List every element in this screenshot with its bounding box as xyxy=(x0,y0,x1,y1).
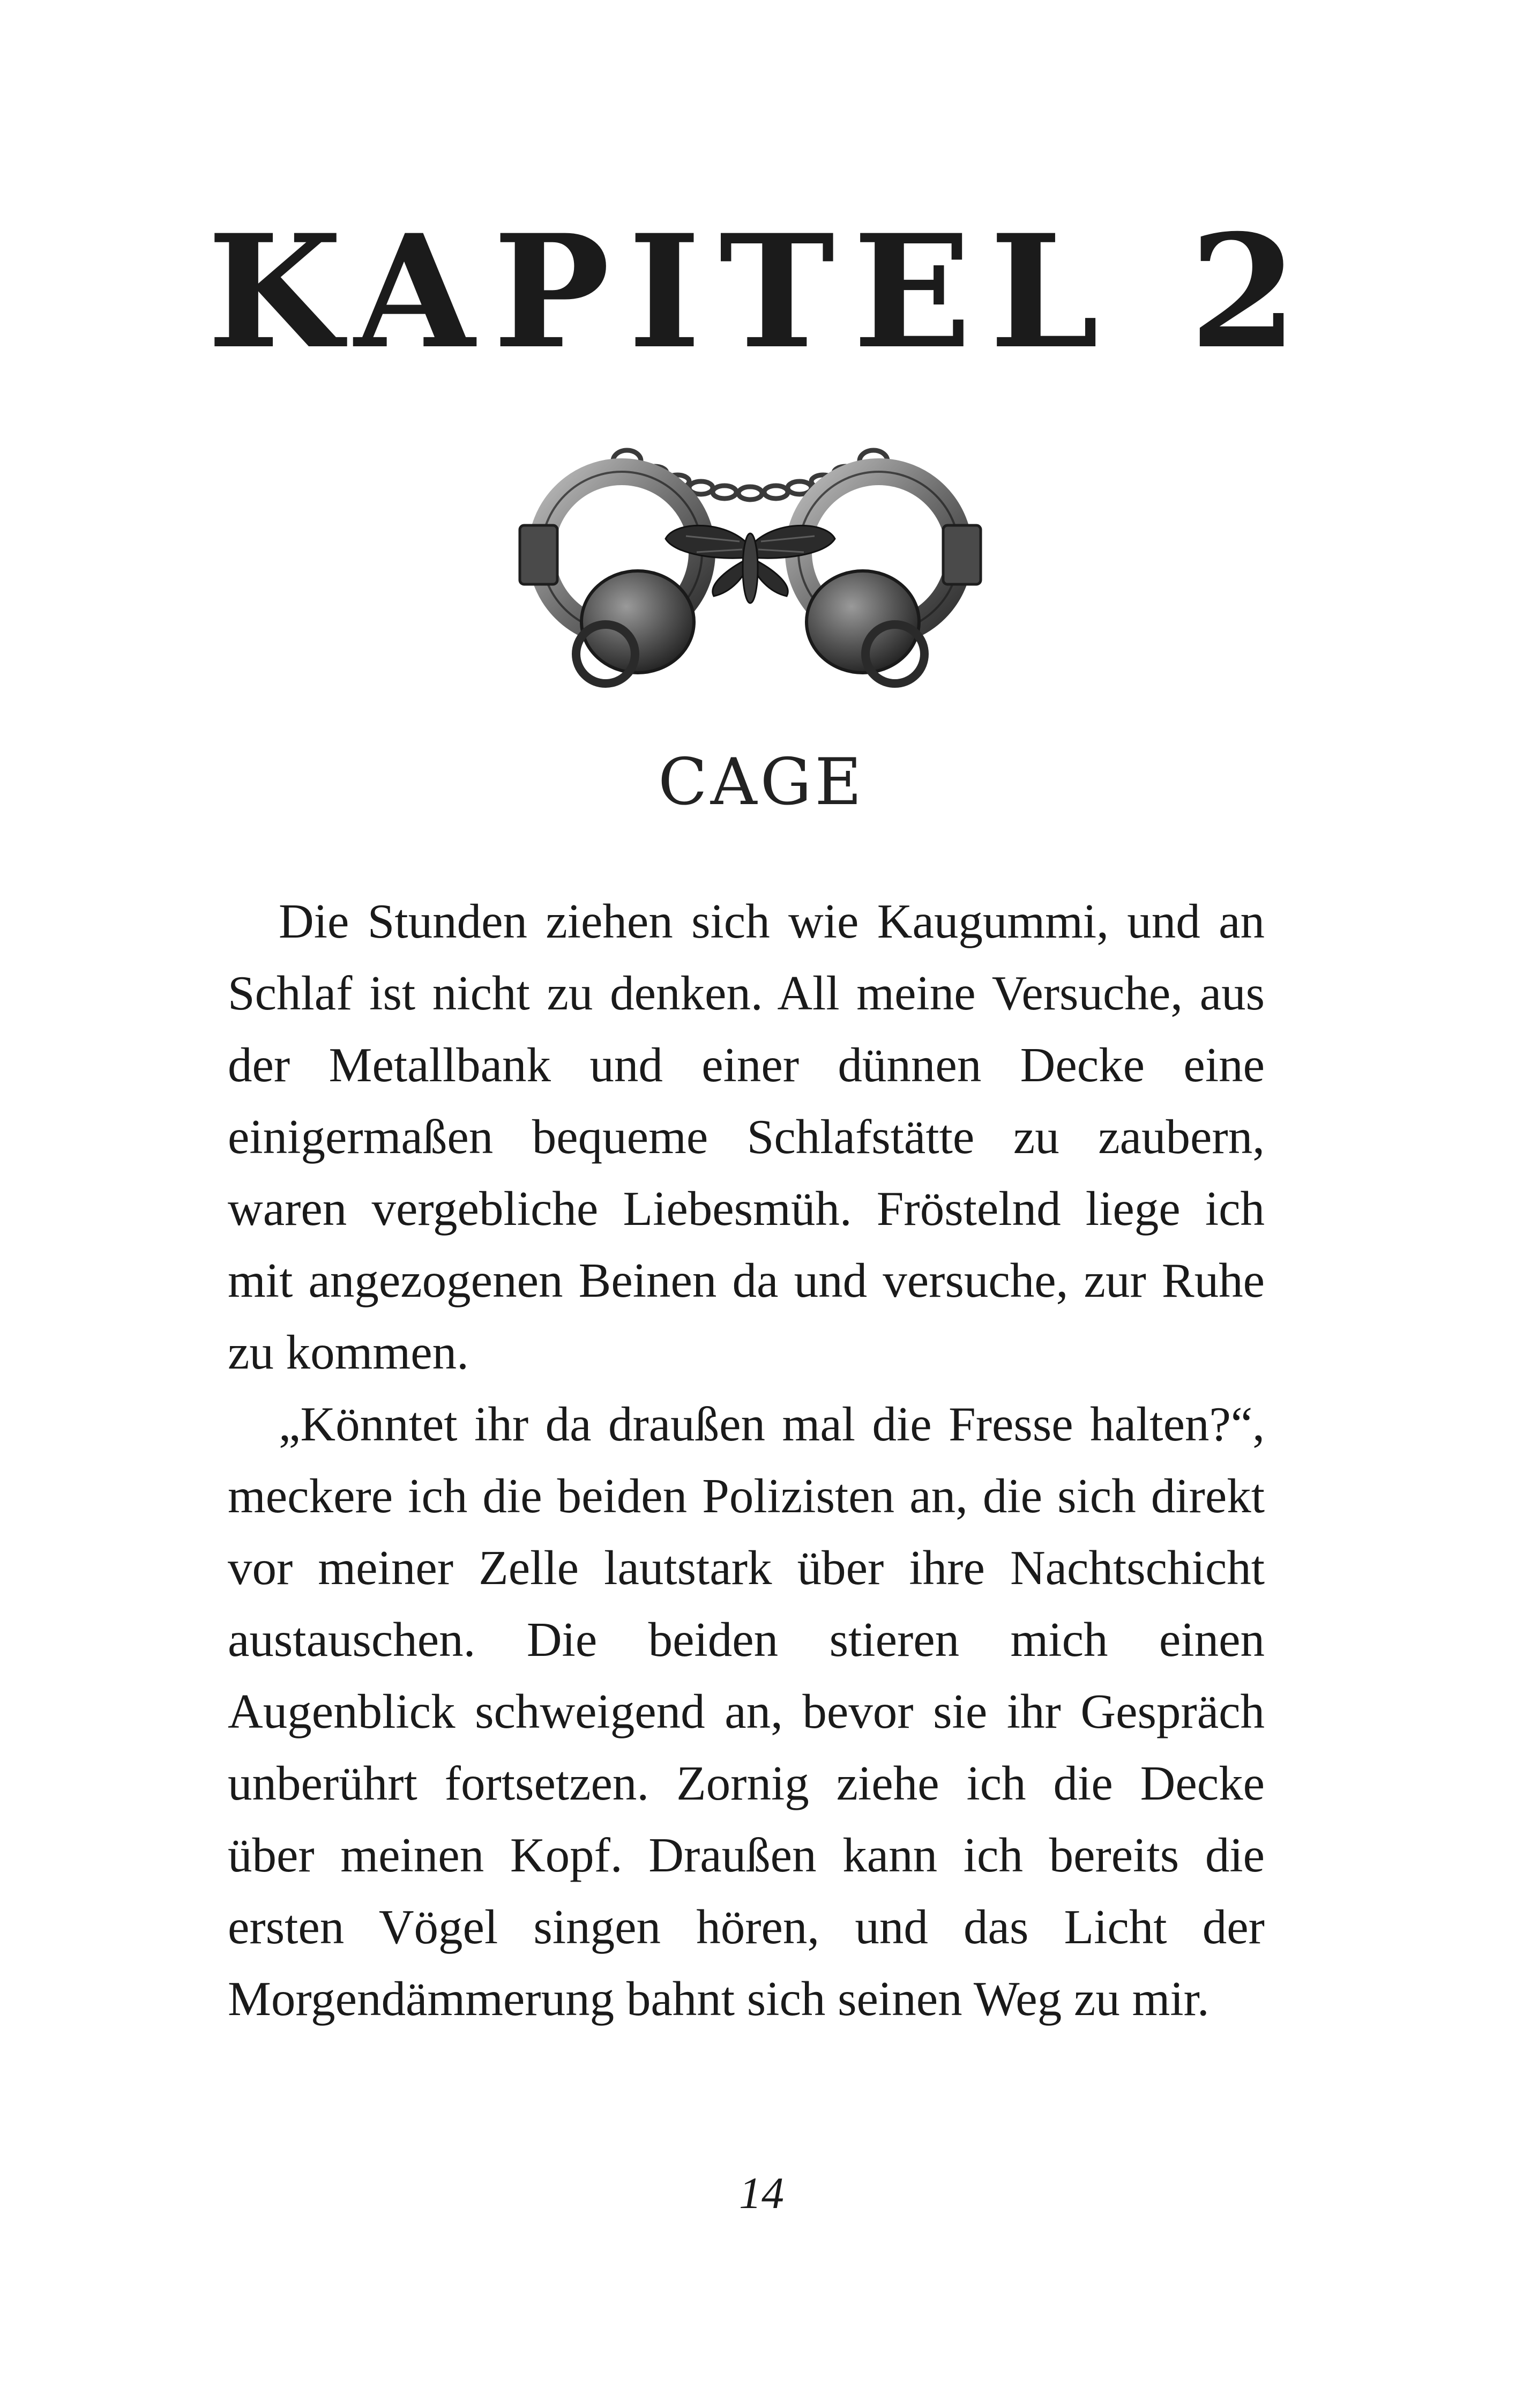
page-number: 14 xyxy=(739,2168,784,2218)
body-text xyxy=(228,886,1265,2035)
handcuffs-with-moth-icon xyxy=(514,445,986,697)
paragraph: Die Stunden ziehen sich wie Kaugummi, und an Schlaf ist nicht zu denken. All meine Versuche, aus der Metallbank und einer dünnen Decke eine einigermaßen bequeme Schlafstätte zu zaubern, waren vergebliche Liebesmüh. Fröstelnd liege ich mit angezogenen Beinen da und versuche, zur Ruhe zu kommen. xyxy=(228,894,1265,1379)
chapter-heading: KAPITEL 2 xyxy=(207,201,1316,383)
section-title: CAGE xyxy=(658,745,865,820)
paragraph: „Könntet ihr da draußen mal die Fresse halten?“, meckere ich die beiden Polizisten an, die sich direkt vor meiner Zelle lautstark über ihre Nachtschicht austauschen. Die beiden stieren mich einen Augenblick schweigend an, bevor sie ihr Gespräch unberührt fortsetzen. Zornig ziehe ich die Decke über meinen Kopf. Draußen kann ich bereits die ersten Vögel singen hören, und das Licht der Morgendämmerung bahnt sich seinen Weg zu mir. xyxy=(228,1397,1265,2026)
